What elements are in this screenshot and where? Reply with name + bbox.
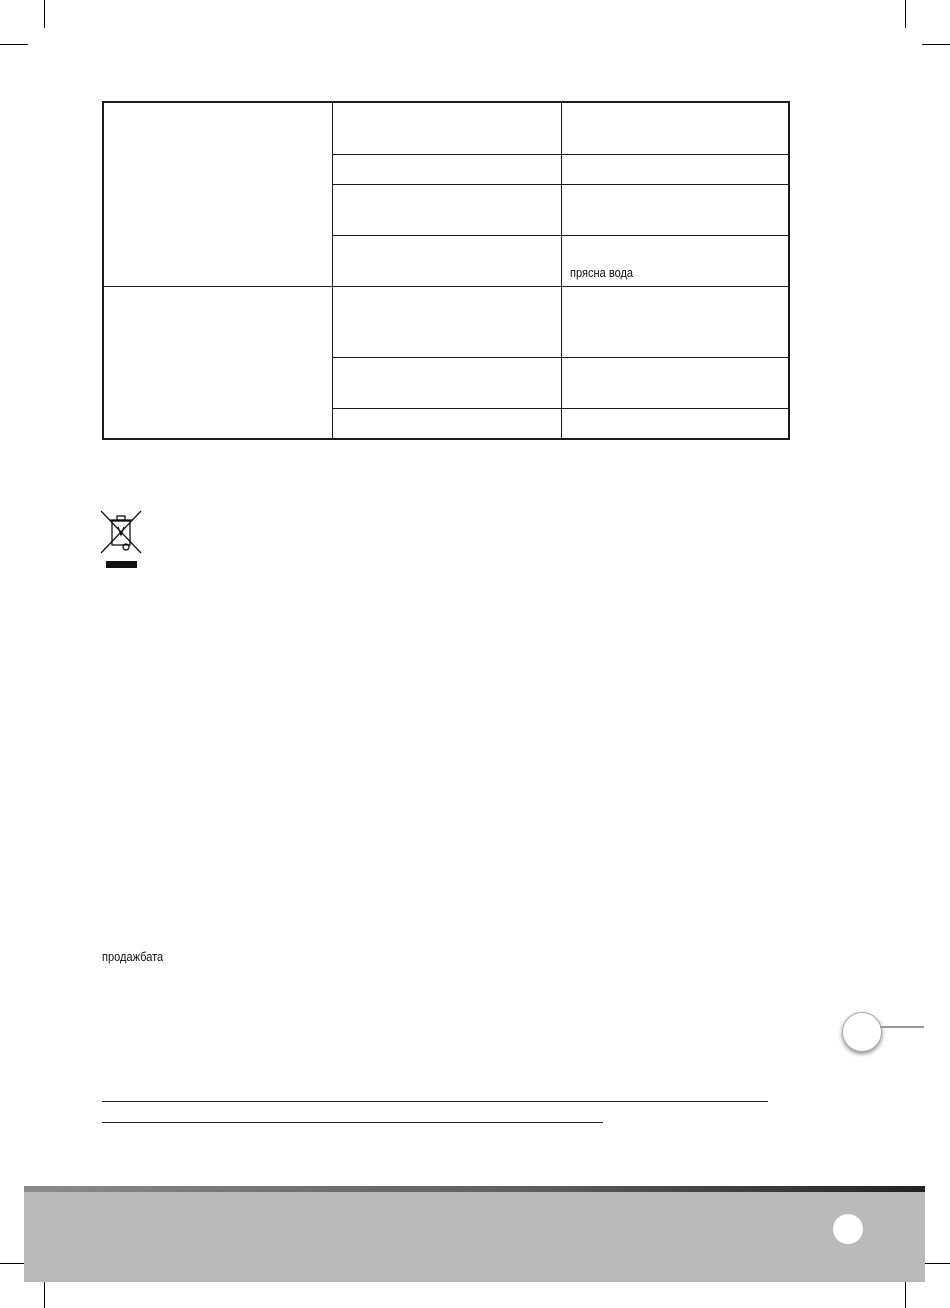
troubleshooting-table [102, 101, 790, 440]
table-cell-cause [333, 184, 562, 235]
crop-mark-top-left-h [0, 44, 28, 45]
table-cell-solution [562, 154, 790, 184]
table-cell-cause [333, 235, 562, 286]
table-cell-cause [333, 408, 562, 439]
table-cell-solution [562, 408, 790, 439]
crop-mark-bottom-right-v [905, 1280, 906, 1308]
table-cell-problem-2 [103, 286, 333, 439]
body-text: продажбата [102, 949, 164, 964]
crop-mark-top-right-v [905, 0, 906, 28]
underline-rule [102, 1101, 768, 1102]
table-cell-solution [562, 184, 790, 235]
table-cell-solution [562, 102, 790, 154]
table-cell-cause [333, 286, 562, 357]
table-cell-solution: прясна вода [562, 235, 790, 286]
crop-mark-bottom-right-h [922, 1263, 950, 1264]
footer-accent-bar [24, 1186, 925, 1192]
table-cell-cause [333, 102, 562, 154]
table-cell-solution [562, 286, 790, 357]
crop-mark-top-left-v [44, 0, 45, 28]
table-cell-solution [562, 357, 790, 408]
underline-rule [102, 1122, 603, 1123]
page-tab-line [880, 1026, 924, 1028]
crop-mark-bottom-left-v [44, 1280, 45, 1308]
table-cell-cause [333, 154, 562, 184]
table-cell-cause [333, 357, 562, 408]
crossed-out-wheeled-bin-icon [100, 509, 142, 571]
table-cell-problem-1 [103, 102, 333, 286]
page-tab-marker [842, 1012, 882, 1052]
crop-mark-top-right-h [922, 44, 950, 45]
page-number-badge [833, 1214, 863, 1244]
page-footer [24, 1186, 925, 1282]
